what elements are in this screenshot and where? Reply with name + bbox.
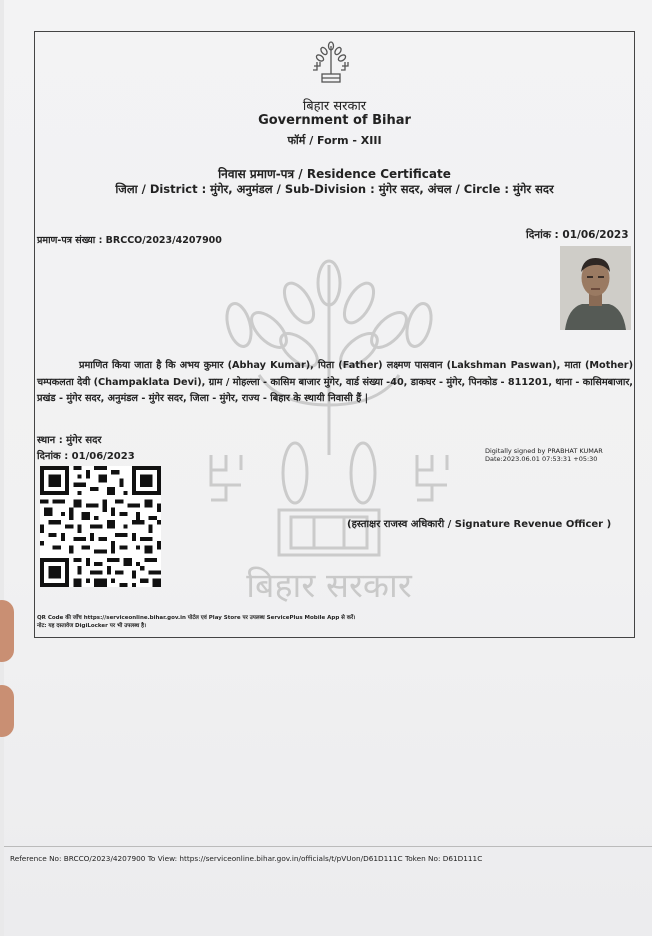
- state-name-hindi: बिहार सरकार: [302, 99, 367, 114]
- qr-code: [40, 466, 161, 587]
- district-line: जिला / District : मुंगेर, अनुमंडल / Sub-Division : मुंगेर सदर, अंचल / Circle : मुंगेर सदर: [115, 182, 554, 196]
- applicant-photo: [560, 246, 631, 330]
- digital-signature-name: Digitally signed by PRABHAT KUMAR: [485, 447, 603, 455]
- government-title: Government of Bihar: [258, 113, 411, 128]
- certificate-number: प्रमाण-पत्र संख्या : BRCCO/2023/4207900: [37, 235, 222, 246]
- certificate-body-text: प्रमाणित किया जाता है कि अभय कुमार (Abhay Kumar), पिता (Father) लक्ष्मण पासवान (Lakshman Paswan), माता (Mother) चम्पकलता देवी (Champaklata Devi), ग्राम / मोहल्ला - कासिम बाजार मुंगेर, वार्ड संख्या -40, डाकघर - मुंगेर, पिनकोड - 811201, थाना - कासिमबाजार, प्रखंड - मुंगेर सदर, अनुमंडल - मुंगेर सदर, जिला - मुंगेर, राज्य - बिहार के स्थायी निवासी हैं |: [37, 360, 633, 404]
- digital-signature: [485, 447, 603, 463]
- signature-officer-label: (हस्ताक्षर राजस्व अधिकारी / Signature Revenue Officer ): [347, 519, 612, 530]
- watermark-text: बिहार सरकार: [246, 566, 412, 606]
- certificate-title: निवास प्रमाण-पत्र / Residence Certificate: [218, 167, 451, 181]
- certificate-date: दिनांक : 01/06/2023: [526, 229, 629, 241]
- reference-footer: Reference No: BRCCO/2023/4207900 To View: https://serviceonline.bihar.gov.in/officials/t/pVUon/D61D111C Token No: D61D111C: [10, 854, 483, 863]
- form-number: फॉर्म / Form - XIII: [287, 134, 382, 147]
- certificate-page: [4, 0, 652, 936]
- footer-divider: [4, 846, 652, 847]
- bihar-emblem-watermark: [199, 255, 459, 615]
- certificate-body: [37, 358, 633, 408]
- finger-edge: [0, 685, 14, 737]
- qr-note-line2: नोट: यह दस्तावेज DigiLocker पर भी उपलब्ध है।: [37, 623, 147, 629]
- bihar-emblem-icon: [306, 40, 356, 90]
- issue-date: दिनांक : 01/06/2023: [37, 451, 135, 462]
- issue-place: स्थान : मुंगेर सदर: [37, 435, 102, 446]
- qr-note-line1: QR Code की जाँच https://serviceonline.bihar.gov.in पोर्टल एवं Play Store पर उपलब्ध ServicePlus Mobile App से करें।: [37, 615, 356, 621]
- finger-edge: [0, 600, 14, 662]
- digital-signature-date: Date:2023.06.01 07:53:31 +05:30: [485, 455, 598, 463]
- qr-verification-note: [37, 614, 355, 630]
